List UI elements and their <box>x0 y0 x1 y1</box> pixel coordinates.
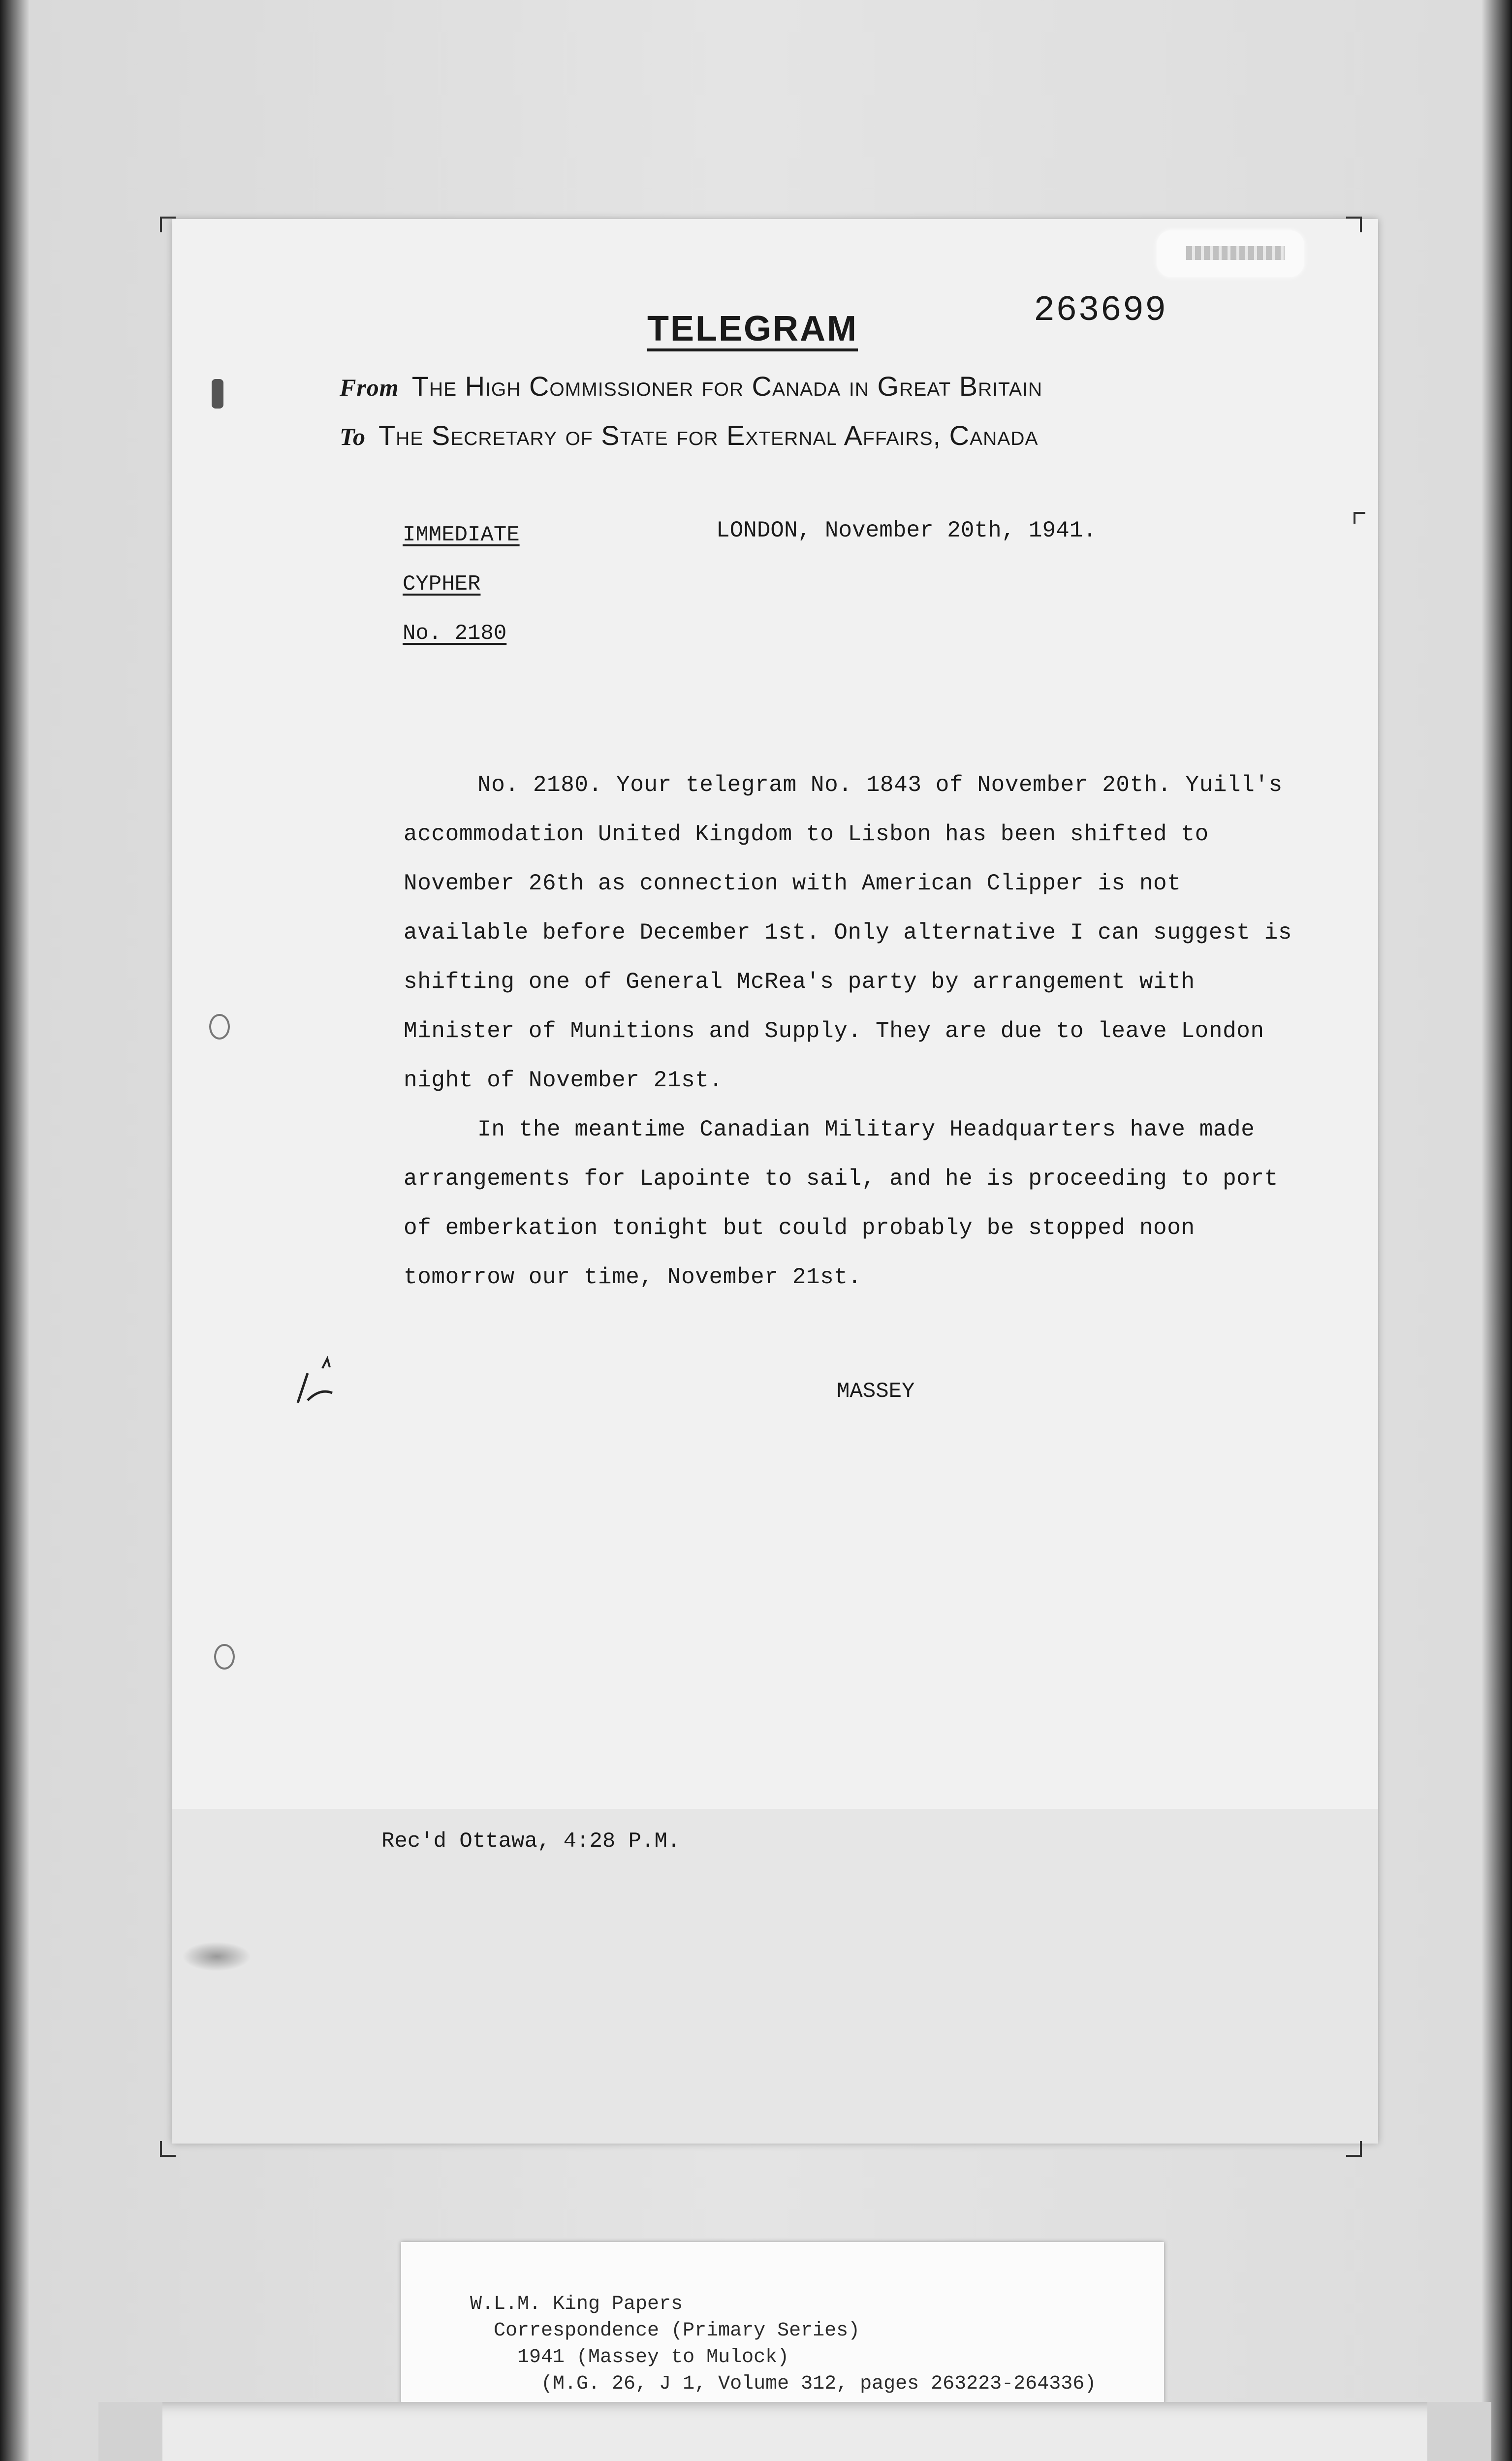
crop-mark-top-left <box>160 217 176 232</box>
check-mark-icon <box>293 1354 337 1408</box>
dateline: LONDON, November 20th, 1941. <box>716 518 1097 543</box>
document-number: 263699 <box>1034 290 1167 331</box>
body-paragraph: In the meantime Canadian Military Headquarters have made arrangements for Lapointe to sail, and he is proceeding to port of emberkation tonight but could probably be stopped noon tomorrow our time, November 21st. <box>404 1117 1278 1290</box>
archive-label-line: Correspondence (Primary Series) <box>470 2320 860 2342</box>
archive-label-line: (M.G. 26, J 1, Volume 312, pages 263223-264336) <box>470 2373 1097 2395</box>
crop-mark-bottom-right <box>1346 2141 1362 2157</box>
to-value: The Secretary of State for External Affairs, Canada <box>378 420 1039 451</box>
signature: MASSEY <box>837 1379 915 1404</box>
archive-label-card <box>401 2242 1164 2404</box>
tag-cypher: CYPHER <box>403 572 481 597</box>
body-paragraph: No. 2180. Your telegram No. 1843 of November 20th. Yuill's accommodation United Kingdom to Lisbon has been shifted to November 26th as connection with American Clipper is not available before December 1st. Only alternative I can suggest is shifting one of General McRea's party by arrangement with Minister of Munitions and Supply. They are due to leave London night of November 21st. <box>404 772 1292 1093</box>
telegram-body <box>404 760 1314 1302</box>
pin-mark <box>212 379 223 409</box>
telegram-title: TELEGRAM <box>647 309 858 351</box>
archive-label-text <box>470 2291 1096 2398</box>
punch-hole <box>209 1014 230 1040</box>
from-label: From <box>340 374 399 401</box>
from-line <box>340 370 1042 402</box>
crop-mark-top-right <box>1346 217 1362 232</box>
punch-hole <box>214 1644 235 1670</box>
ink-smudge <box>182 1942 251 1971</box>
archive-label-line: 1941 (Massey to Mulock) <box>470 2346 789 2368</box>
archive-label-line: W.L.M. King Papers <box>470 2293 683 2315</box>
stamp-edge <box>98 2402 162 2461</box>
to-label: To <box>340 423 366 450</box>
to-line <box>340 419 1038 451</box>
tag-priority: IMMEDIATE <box>403 523 520 547</box>
crop-mark-middle-right <box>1354 512 1365 524</box>
archives-stamp <box>98 2402 1491 2461</box>
stamp-edge <box>1427 2402 1491 2461</box>
tag-number: No. 2180 <box>403 621 507 646</box>
from-value: The High Commissioner for Canada in Great Britain <box>411 371 1042 402</box>
tape-smudge <box>1186 246 1285 260</box>
sheet-lower-shade <box>172 1809 1378 2144</box>
received-stamp: Rec'd Ottawa, 4:28 P.M. <box>381 1829 681 1854</box>
crop-mark-bottom-left <box>160 2141 176 2157</box>
